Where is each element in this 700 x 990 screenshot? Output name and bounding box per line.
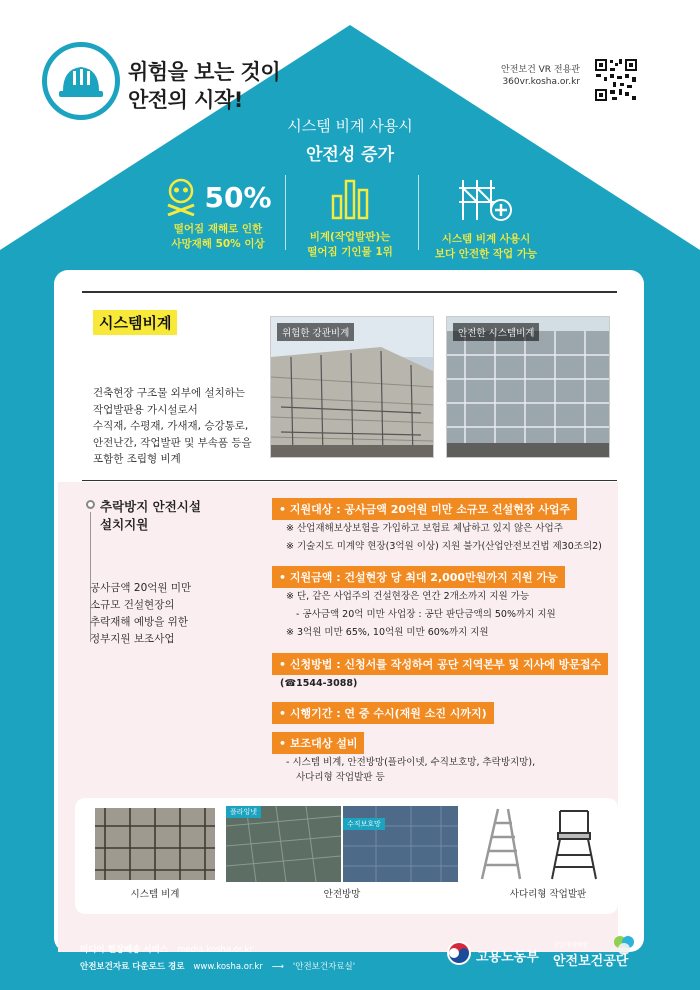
stat2-caption2: 떨어짐 기인물 1위 [307,246,393,258]
stat-item-safer-work [396,178,576,262]
footer-media-service [80,943,253,955]
support-amount-note2: - 공사금액 20억 미만 사업장 : 공단 판단금액의 50%까지 지원 [296,609,556,620]
bar-chart-icon [330,178,370,220]
system-scaffold-title: 시스템비계 [93,310,177,335]
vr-url[interactable]: 360vr.kosha.or.kr [502,77,580,87]
support-desc [90,580,191,648]
gallery-caption-scaffold: 시스템 비계 [130,889,180,900]
org-moel: 고용노동부 [476,950,539,965]
footer-download-dest: '안전보건자료실' [292,962,356,972]
support-method-heading: • 신청방법 : 신청서를 작성하여 공단 지역본부 및 지사에 방문접수 [272,653,608,675]
desc-line: 건축현장 구조물 외부에 설치하는 [93,387,246,399]
section-divider [82,480,617,481]
ladder-platform-photo [478,805,608,883]
photo-label: 위험한 강관비계 [277,323,354,341]
stat1-caption1: 떨어짐 재해로 인한 [173,223,263,235]
footer-media-label: 미디어 현장배송 서비스 [80,945,169,955]
stats-heading: 시스템 비계 사용시 [287,117,413,135]
support-title [100,498,201,534]
stats-subheading: 안전성 증가 [305,145,395,165]
support-phone[interactable]: (☎1544-3088) [280,678,358,689]
stat3-caption1: 시스템 비계 사용시 [441,233,531,245]
support-title-line2: 설치지원 [100,517,149,532]
desc-line: 작업발판용 가시설로서 [93,403,198,416]
safe-system-scaffold-photo [446,316,610,458]
support-target-note1: ※ 산업재해보상보험을 가입하고 보험료 체납하고 있지 않은 사업주 [286,523,563,534]
support-period-heading: • 시행기간 : 연 중 수시(재원 소진 시까지) [272,702,494,724]
slogan-line2: 안전의 시작! [128,88,243,112]
desc-line: 추락재해 예방을 위한 [90,616,188,628]
helmet-logo-icon [42,42,120,120]
footer-download-label: 안전보건자료 다운로드 경로 [80,962,185,972]
desc-line: 공사금액 20억원 미만 [90,582,192,594]
support-target-note2: ※ 기술지도 미계약 현장(3억원 이상) 지원 불가(산업안전보건법 제30조의2) [286,541,602,552]
gallery-caption-ladder: 사다리형 작업발판 [509,889,587,900]
support-amount-note1: ※ 단, 같은 사업주의 건설현장은 연간 2개소까지 지원 가능 [286,591,530,602]
desc-line: 수직재, 수평재, 가새재, 승강통로, [93,420,249,432]
scaffold-plus-icon [457,178,515,222]
footer-media-url[interactable]: media.kosha.or.kr [177,945,253,955]
vr-title: 안전보건 VR 전용관 [501,65,580,75]
stat1-caption2: 사망재해 50% 이상 [171,238,265,250]
desc-line: 정부지원 보조사업 [90,633,175,645]
system-scaffold-desc [93,385,252,468]
support-amount-heading: • 지원금액 : 건설현장 당 최대 2,000만원까지 지원 가능 [272,566,565,588]
photo-label: 안전한 시스템비계 [453,323,539,341]
support-title-line1: 추락방지 안전시설 [100,499,201,514]
desc-line: 소규모 건설현장의 [90,599,175,611]
gallery-tag-vertical-net: 수직보호망 [343,818,385,830]
system-scaffold-photo [95,808,215,880]
dangerous-pipe-scaffold-photo [270,316,434,458]
support-target-heading: • 지원대상 : 공사금액 20억원 미만 소규모 건설현장 사업주 [272,498,577,520]
taegeuk-logo-icon [446,940,472,966]
footer-download-path [80,960,355,972]
org-kosha: 안전보건공단 [553,954,629,969]
desc-line: 안전난간, 작업발판 및 부속품 등을 [93,436,252,449]
desc-line: 포함한 조립형 비계 [93,453,181,465]
section-divider [82,291,617,293]
slogan [128,58,280,114]
support-equipment-line2: 사다리형 작업발판 등 [296,772,385,783]
footer-download-url[interactable]: www.kosha.or.kr [193,962,263,972]
support-amount-note3: ※ 3억원 미만 65%, 10억원 미만 60%까지 지원 [286,627,489,638]
stat-percent: 50% [204,180,272,214]
gallery-tag-flying-net: 플라잉넷 [226,806,261,818]
timeline-dot-icon [86,500,95,509]
org-kosha-tagline: 산업재해예방 [553,942,588,949]
gallery-caption-net: 안전방망 [323,889,361,900]
slogan-line1: 위험을 보는 것이 [128,60,281,84]
qr-code-icon[interactable] [594,58,638,102]
stat3-caption2: 보다 안전한 작업 가능 [434,248,538,260]
support-equipment-line1: - 시스템 비계, 안전방망(플라이넷, 수직보호망, 추락방지망), [286,757,536,768]
vr-info [470,64,580,88]
support-equipment-heading: • 보조대상 설비 [272,732,364,754]
skull-icon [164,178,198,216]
stat2-caption1: 비계(작업발판)는 [309,231,391,243]
arrow-right-icon: ⟶ [271,962,284,972]
